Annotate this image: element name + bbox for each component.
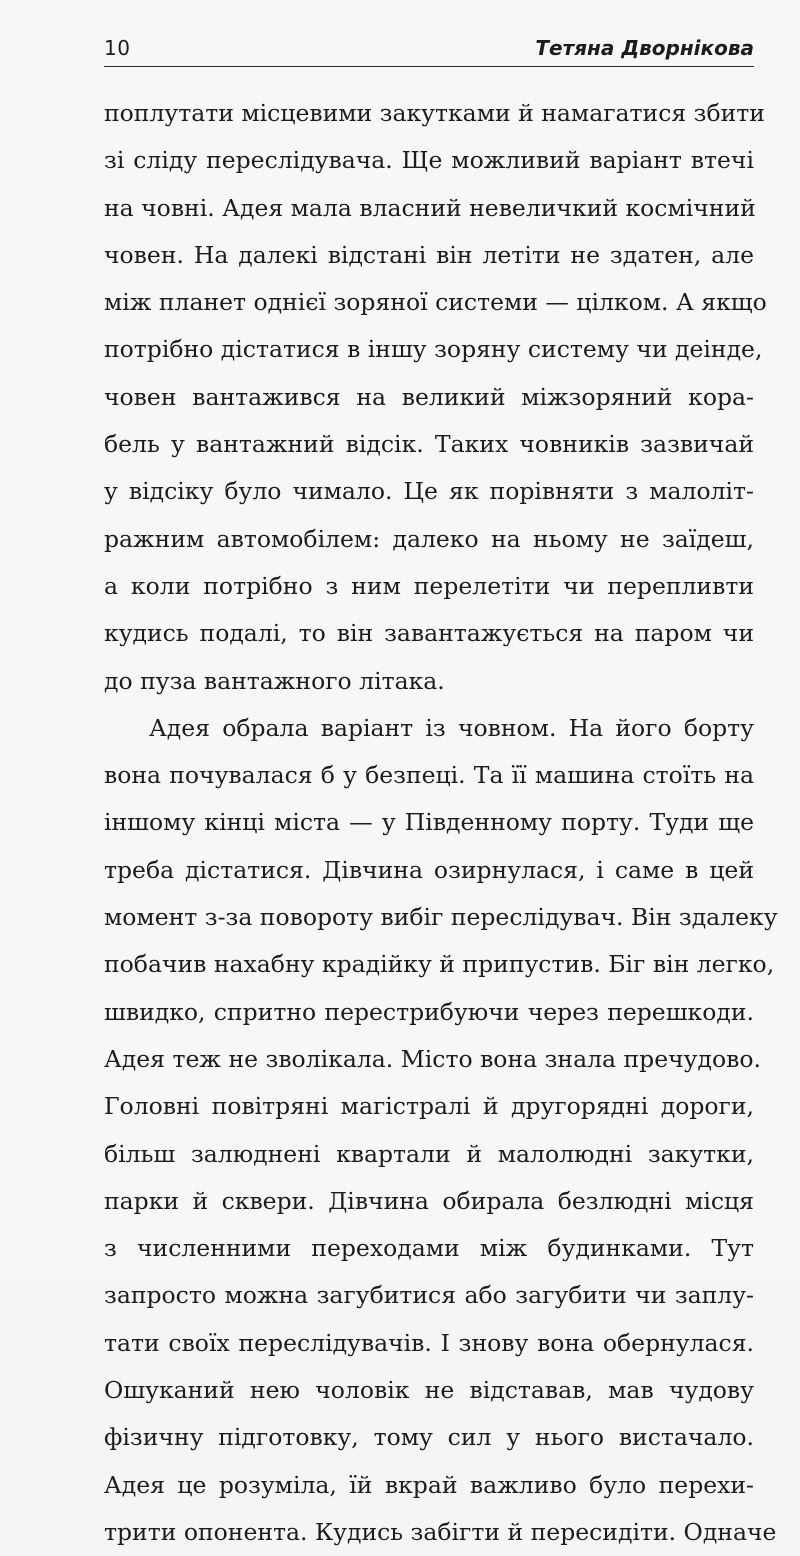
text-line: тати своїх переслідувачів. І знову вона обернулася. xyxy=(104,1328,754,1357)
text-line: бель у вантажний відсік. Таких човників зазвичай xyxy=(104,430,754,459)
page-number: 10 xyxy=(104,36,131,60)
page-header xyxy=(104,30,754,67)
text-line: фізичну підготовку, тому сил у нього вистачало. xyxy=(104,1423,754,1452)
text-line: ражним автомобілем: далеко на ньому не заїдеш, xyxy=(104,524,754,553)
text-line: зі сліду переслідувача. Ще можливий варіант втечі xyxy=(104,146,754,175)
text-line: вона почувалася б у безпеці. Та її машина стоїть на xyxy=(104,761,754,790)
page-body-text xyxy=(104,90,778,1556)
running-title-author: Тетяна Дворнікова xyxy=(535,36,754,60)
text-line: човен вантажився на великий міжзоряний кора- xyxy=(104,382,754,411)
text-line: побачив нахабну крадійку й припустив. Біг він легко, xyxy=(104,950,775,979)
paragraph-first-line: Адея обрала варіант із човном. На його борту xyxy=(149,713,754,742)
text-line: Головні повітряні магістралі й другорядні дороги, xyxy=(104,1092,754,1121)
text-line: Адея теж не зволікала. Місто вона знала пречудово. xyxy=(104,1044,761,1073)
paragraph-end-line: до пуза вантажного літака. xyxy=(104,666,445,695)
text-line: парки й сквери. Дівчина обирала безлюдні місця xyxy=(104,1186,754,1215)
text-line: Адея це розуміла, їй вкрай важливо було перехи- xyxy=(104,1470,754,1499)
text-line: з численними переходами між будинками. Тут xyxy=(104,1234,754,1263)
text-line: швидко, спритно перестрибуючи через перешкоди. xyxy=(104,997,754,1026)
text-line: у відсіку було чимало. Це як порівняти з малоліт- xyxy=(104,477,754,506)
text-line: трити опонента. Кудись забігти й пересидіти. Одначе xyxy=(104,1517,777,1546)
text-line: запросто можна загубитися або загубити чи заплу- xyxy=(104,1281,754,1310)
text-line: на човні. Адея мала власний невеличкий космічний xyxy=(104,193,756,222)
text-line: кудись подалі, то він завантажується на паром чи xyxy=(104,619,754,648)
text-line: потрібно дістатися в іншу зоряну систему чи деінде, xyxy=(104,335,763,364)
text-line: між планет однієї зоряної системи — цілком. А якщо xyxy=(104,288,767,317)
text-line: поплутати місцевими закутками й намагатися збити xyxy=(104,99,765,127)
text-line: момент з-за повороту вибіг переслідувач. Він здалеку xyxy=(104,903,778,932)
text-line: іншому кінці міста — у Південному порту. Туди ще xyxy=(104,808,754,837)
text-line: треба дістатися. Дівчина озирнулася, і саме в цей xyxy=(104,855,754,884)
text-line: а коли потрібно з ним перелетіти чи перепливти xyxy=(104,571,754,600)
text-line: більш залюднені квартали й малолюдні закутки, xyxy=(104,1139,754,1168)
text-line: човен. На далекі відстані він летіти не здатен, але xyxy=(104,240,754,269)
text-line: Ошуканий нею чоловік не відставав, мав чудову xyxy=(104,1376,754,1405)
